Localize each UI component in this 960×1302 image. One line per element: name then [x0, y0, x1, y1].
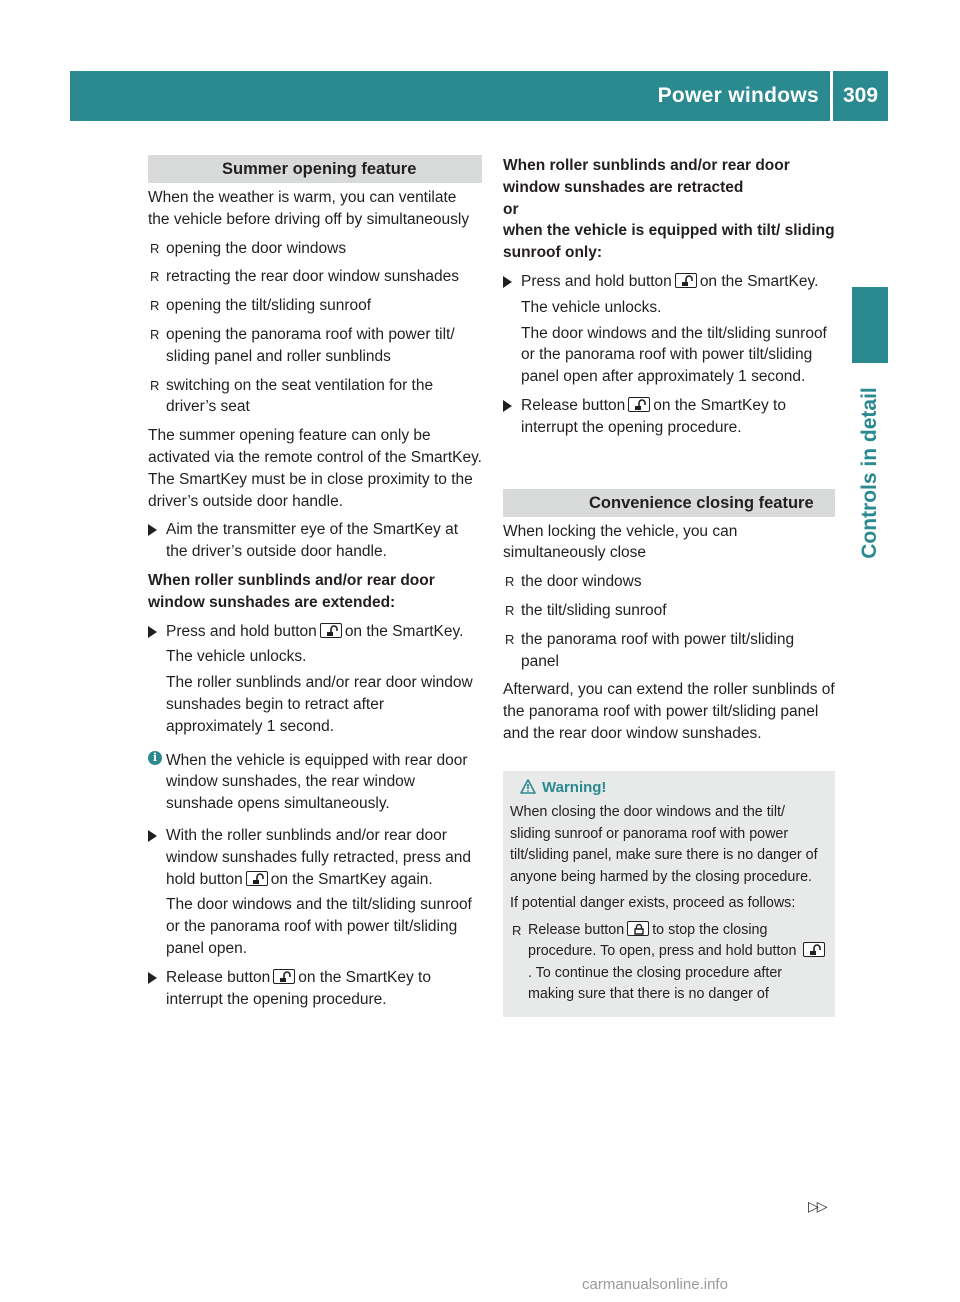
list-item: R switching on the seat ventilation for the driver’s seat — [148, 375, 482, 419]
section-heading-summer-opening: Summer opening feature — [148, 155, 482, 183]
list-item: R opening the panorama roof with power tilt/ sliding panel and roller sunblinds — [148, 324, 482, 368]
right-column — [503, 155, 835, 1017]
instruction-step: Aim the transmitter eye of the SmartKey at the driver’s outside door handle. — [148, 519, 482, 563]
continue-mark: ▷▷ — [808, 1198, 826, 1214]
side-tab — [852, 363, 888, 583]
closing-afterward: Afterward, you can extend the roller sunblinds of the panorama roof with power tilt/sliding panel and the rear door window sunshades. — [503, 681, 835, 742]
watermark: carmanualsonline.info — [582, 1276, 728, 1293]
instruction-step: Press and hold button on the SmartKey. The vehicle unlocks. The roller sunblinds and/or rear door window sunshades begin to retract after approximately 1 second. — [148, 621, 482, 738]
warning-triangle-icon — [520, 779, 536, 794]
warning-text: If potential danger exists, proceed as follows: — [510, 895, 796, 912]
unlock-icon — [675, 273, 697, 288]
summer-remote-note: The summer opening feature can only be activated via the remote control of the SmartKey. The SmartKey must be in close proximity to the driver’s outside door handle. — [148, 427, 482, 510]
instruction-step: Release button on the SmartKey to interrupt the opening procedure. — [148, 967, 482, 1011]
step-arrow-icon — [503, 276, 512, 288]
info-icon: i — [148, 751, 162, 765]
step-arrow-icon — [148, 626, 157, 638]
warning-text: When closing the door windows and the tilt/ sliding sunroof or panorama roof with power tilt/sliding panel, make sure there is no danger of anyone being harmed by the closing procedure. — [510, 804, 818, 885]
left-column — [148, 155, 482, 1017]
page-title: Power windows — [657, 84, 819, 107]
side-tab-marker — [852, 287, 888, 363]
list-item: R the panorama roof with power tilt/sliding panel — [503, 629, 835, 673]
unlock-icon — [273, 969, 295, 984]
subheading-tilt-only: when the vehicle is equipped with tilt/ sliding sunroof only: — [503, 222, 835, 262]
unlock-icon — [320, 623, 342, 638]
instruction-step: Press and hold button on the SmartKey. The vehicle unlocks. The door windows and the tilt/sliding sunroof or the panorama roof with power tilt/sliding panel open after approximately 1 second. — [503, 271, 835, 388]
step-arrow-icon — [148, 524, 157, 536]
closing-intro: When locking the vehicle, you can simultaneously close — [503, 522, 738, 562]
instruction-step: Release button on the SmartKey to interrupt the opening procedure. — [503, 395, 835, 439]
unlock-icon — [628, 397, 650, 412]
lock-icon — [627, 921, 649, 936]
summer-intro: When the weather is warm, you can ventilate the vehicle before driving off by simultaneously — [148, 189, 470, 228]
info-note: i When the vehicle is equipped with rear door window sunshades, the rear window sunshade opens simultaneously. — [148, 750, 482, 815]
step-arrow-icon — [503, 400, 512, 412]
list-item: R the tilt/sliding sunroof — [503, 600, 835, 622]
instruction-step: With the roller sunblinds and/or rear door window sunshades fully retracted, press and hold button on the SmartKey again. The door windows and the tilt/sliding sunroof or the panorama roof with power tilt/sliding panel open. — [148, 825, 482, 960]
list-item: R retracting the rear door window sunshades — [148, 266, 482, 288]
list-item: R opening the tilt/sliding sunroof — [148, 295, 482, 317]
step-arrow-icon — [148, 972, 157, 984]
side-tab-label: Controls in detail — [858, 387, 881, 559]
warning-box — [503, 771, 835, 1017]
subheading-or: or — [503, 200, 519, 218]
subheading-extended: When roller sunblinds and/or rear door window sunshades are extended: — [148, 571, 435, 611]
unlock-icon — [803, 942, 825, 957]
unlock-icon — [246, 871, 268, 886]
list-item: R opening the door windows — [148, 238, 482, 260]
step-arrow-icon — [148, 830, 157, 842]
warning-title: Warning! — [510, 777, 829, 799]
list-item: R the door windows — [503, 571, 835, 593]
list-item: R Release button to stop the closing procedure. To open, press and hold button . To continue the closing procedure after making sure that there is no danger of — [510, 920, 829, 1006]
section-heading-convenience-closing: Convenience closing feature — [503, 489, 835, 517]
page-number: 309 — [842, 84, 879, 107]
subheading-retracted: When roller sunblinds and/or rear door window sunshades are retracted — [503, 157, 790, 196]
